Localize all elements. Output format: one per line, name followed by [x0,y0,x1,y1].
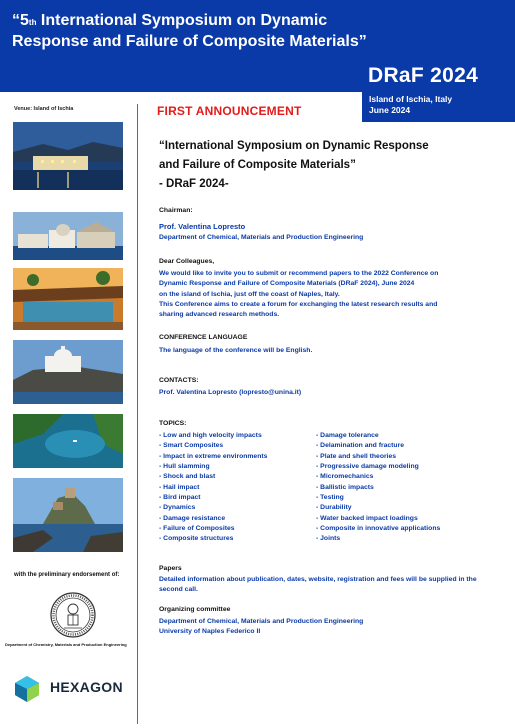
topic-item: - Micromechanics [316,472,440,482]
hexagon-logo-text: HEXAGON [50,679,123,695]
topic-item: - Failure of Composites [159,524,267,534]
invitation-line: Dynamic Response and Failure of Composite Materials (DRaF 2024), June 2024 [159,280,415,288]
papers-line: Detailed information about publication, dates, website, registration and fees will be supplied in the [159,576,477,583]
photo-white-village [13,212,123,260]
invitation-line: sharing advanced research methods. [159,311,280,319]
hexagon-logo-icon [12,674,42,704]
greeting: Dear Colleagues, [159,258,215,265]
conference-date: June 2024 [369,105,411,115]
topics-label: TOPICS: [159,420,187,427]
topic-item: - Delamination and fracture [316,441,440,451]
conference-place: Island of Ischia, Italy [369,94,453,104]
topic-item: - Hail impact [159,483,267,493]
topic-item: - Shock and blast [159,472,267,482]
header-title-sup: th [28,18,37,27]
venue-label: Venue: Island of Ischia [14,106,74,112]
photo-castle-church [13,340,123,404]
column-divider [137,104,138,724]
language-label: CONFERENCE LANGUAGE [159,334,248,341]
topic-item: - Plate and shell theories [316,452,440,462]
topic-item: - Impact in extreme environments [159,452,267,462]
topics-list-left [159,431,267,545]
photo-aragonese-castle [13,478,123,552]
topic-item: - Bird impact [159,493,267,503]
papers-line: second call. [159,586,198,594]
university-seal-icon [50,592,96,638]
topic-item: - Water backed impact loadings [316,514,440,524]
topic-item: - Ballistic impacts [316,483,440,493]
committee-text [159,617,363,638]
invitation-line: We would like to invite you to submit or recommend papers to the 2022 Conference on [159,270,439,277]
conference-title-line3: - DRaF 2024- [159,178,229,190]
conference-title-line2: and Failure of Composite Materials” [159,159,356,171]
topic-item: - Damage tolerance [316,431,440,441]
header-title-line1: International Symposium on Dynamic [40,12,328,29]
topic-item: - Durability [316,503,440,513]
topics-list-right [316,431,440,545]
photo-coastal-bay [13,414,123,468]
photo-night-harbor [13,122,123,190]
topic-item: - Smart Composites [159,441,267,451]
language-text: The language of the conference will be English. [159,347,313,354]
topic-item: - Testing [316,493,440,503]
endorsement-label: with the preliminary endorsement of: [14,572,120,578]
topic-item: - Hull slamming [159,462,267,472]
chairman-label: Chairman: [159,207,193,214]
chairman-department: Department of Chemical, Materials and Production Engineering [159,234,364,241]
contacts-label: CONTACTS: [159,377,199,384]
papers-label: Papers [159,565,182,572]
topic-item: - Dynamics [159,503,267,513]
endorsing-department: Department of Chemistry, Materials and Production Engineering [5,642,127,647]
conference-place-date [369,94,452,116]
committee-line: Department of Chemical, Materials and Production Engineering [159,618,364,625]
header-title-line2: Response and Failure of Composite Materials” [12,33,367,50]
topic-item: - Composite in innovative applications [316,524,440,534]
invitation-line: on the island of Ischia, just off the coast of Naples, Italy. [159,290,340,298]
contacts-text: Prof. Valentina Lopresto (lopresto@unina.it) [159,389,302,396]
committee-label: Organizing committee [159,606,231,613]
committee-line: University of Naples Federico II [159,628,261,636]
conference-acronym: DRaF 2024 [368,64,479,87]
topic-item: - Joints [316,534,440,544]
header-title-prefix: “5 [12,12,29,29]
chairman-name: Prof. Valentina Lopresto [159,222,246,231]
photo-pool-sunset [13,268,123,330]
invitation-line: This Conference aims to create a forum for exchanging the latest research results and [159,300,438,308]
conference-title-line1: “International Symposium on Dynamic Response [159,140,429,152]
first-announcement-heading: FIRST ANNOUNCEMENT [157,104,302,118]
topic-item: - Damage resistance [159,514,267,524]
conference-title [159,137,504,194]
topic-item: - Progressive damage modeling [316,462,440,472]
invitation-text [159,269,438,320]
topic-item: - Composite structures [159,534,267,544]
hexagon-logo [12,674,132,704]
header-title [12,10,412,52]
papers-text [159,575,477,596]
topic-item: - Low and high velocity impacts [159,431,267,441]
